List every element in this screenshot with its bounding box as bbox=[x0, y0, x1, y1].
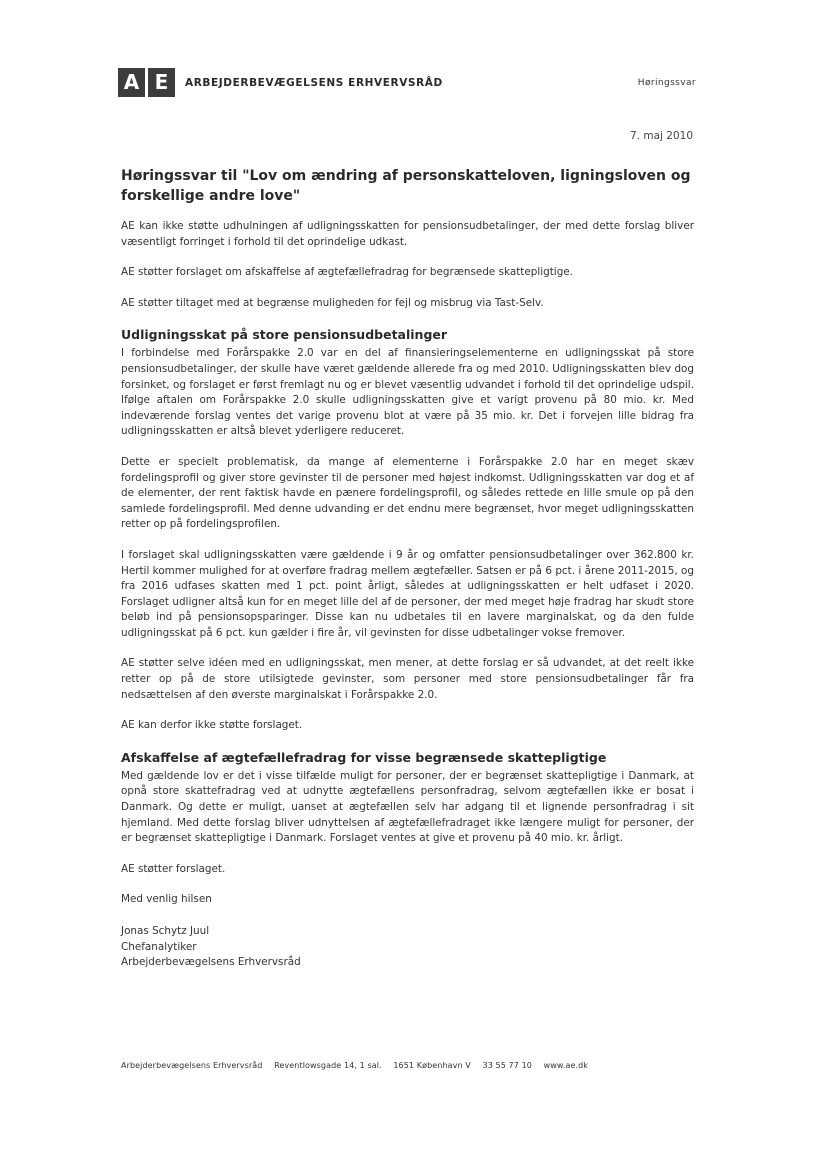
document-body bbox=[121, 166, 694, 971]
document-type-label: Høringssvar bbox=[637, 78, 696, 88]
intro-paragraph: AE støtter tiltaget med at begrænse muligheden for fejl og misbrug via Tast-Selv. bbox=[121, 296, 544, 309]
footer-city: 1651 København V bbox=[393, 1061, 471, 1070]
section-heading-udligningsskat: Udligningsskat på store pensionsudbetalinger bbox=[121, 327, 448, 343]
footer-phone: 33 55 77 10 bbox=[482, 1061, 532, 1070]
signature-block bbox=[121, 924, 694, 971]
footer-address: Reventlowsgade 14, 1 sal. bbox=[274, 1061, 382, 1070]
signature-org: Arbejderbevægelsens Erhvervsråd bbox=[121, 956, 301, 969]
intro-paragraph: AE støtter forslaget om afskaffelse af ægtefællefradrag for begrænsede skattepligtige. bbox=[121, 266, 573, 279]
section2-paragraph: Med gældende lov er det i visse tilfælde muligt for personer, der er begrænset skattepligtige i Danmark, at opnå store skattefradrag ved at udnytte ægtefællens personfradrag, selvom ægtefællen ikke er bosat i Danmark. Og dette er muligt, uanset at ægtefællen selv har adgang til et lignende personfradrag i sit hjemland. Med dette forslag bliver udnyttelsen af ægtefællefradraget ikke længere muligt for personer, der er begrænset skattepligtige i Danmark. Forslaget ventes at give et provenu på 40 mio. kr. årligt. bbox=[121, 769, 694, 845]
logo-letter-a: A bbox=[118, 68, 145, 97]
org-name: ARBEJDERBEVÆGELSENS ERHVERVSRÅD bbox=[185, 77, 443, 89]
document-title: Høringssvar til "Lov om ændring af personskatteloven, ligningsloven og forskellige andre love" bbox=[121, 168, 691, 204]
section-heading-aegtefaellefradrag: Afskaffelse af ægtefællefradrag for visse begrænsede skattepligtige bbox=[121, 749, 607, 765]
section1-paragraph: I forbindelse med Forårspakke 2.0 var en del af finansieringselementerne en udligningsskat på store pensionsudbetalinger, der skulle have været gældende allerede fra og med 2010. Udligningsskatten blev dog forsinket, og forslaget er først fremlagt nu og er blevet væsentlig udvandet i forhold til det oprindelige udspil. Ifølge aftalen om Forårspakke 2.0 skulle udligningsskatten give et varigt provenu på 80 mio. kr. Med indeværende forslag ventes det varige provenu blot at være på 35 mio. kr. Det i forvejen lille bidrag fra udligningsskatten er altså blevet yderligere reduceret. bbox=[121, 347, 694, 438]
section1-paragraph: AE kan derfor ikke støtte forslaget. bbox=[121, 719, 303, 732]
footer-web: www.ae.dk bbox=[543, 1061, 589, 1070]
ae-logo bbox=[118, 68, 175, 97]
page-footer bbox=[121, 1061, 597, 1070]
section2-paragraph: AE støtter forslaget. bbox=[121, 862, 226, 875]
signature-role: Chefanalytiker bbox=[121, 940, 197, 953]
section1-paragraph: AE støtter selve idéen med en udligningsskat, men mener, at dette forslag er så udvandet, at det reelt ikke retter op på de store utilsigtede gevinster, som personer med store pensionsudbetalinger får fra nedsættelsen af den øverste marginalskat i Forårspakke 2.0. bbox=[121, 657, 694, 701]
document-date: 7. maj 2010 bbox=[630, 130, 693, 142]
logo-letter-e: E bbox=[148, 68, 175, 97]
intro-paragraph: AE kan ikke støtte udhulningen af udligningsskatten for pensionsudbetalinger, der med dette forslag bliver væsentligt forringet i forhold til det oprindelige udkast. bbox=[121, 220, 694, 248]
footer-org: Arbejderbevægelsens Erhvervsråd bbox=[121, 1061, 263, 1070]
closing-greeting: Med venlig hilsen bbox=[121, 893, 212, 906]
signature-name: Jonas Schytz Juul bbox=[121, 925, 210, 937]
section1-paragraph: I forslaget skal udligningsskatten være gældende i 9 år og omfatter pensionsudbetalinger over 362.800 kr. Hertil kommer mulighed for at overføre fradrag mellem ægtefæller. Satsen er på 6 pct. i årene 2011-2015, og fra 2016 udfases skatten med 1 pct. point årligt, således at udligningsskatten er helt udfaset i 2020. Forslaget udligner altså kun for en meget lille del af de personer, der med meget høje fradrag har skudt store beløb ind på pensionsopsparinger. Disse kan nu udbetales til en lavere marginalskat, og da den fulde udligningsskat på 6 pct. kun gælder i fire år, vil gevinsten for disse udbetalinger vokse fremover. bbox=[121, 548, 694, 639]
section1-paragraph: Dette er specielt problematisk, da mange af elementerne i Forårspakke 2.0 har en meget skæv fordelingsprofil og giver store gevinster til de personer med højest indkomst. Udligningsskatten var dog et af de elementer, der rent faktisk havde en pænere fordelingsprofil, og således rettede en lille smule op på den samlede fordelingsprofil. Med denne udvanding er det endnu mere begrænset, hvor meget udligningsskatten retter op på fordelingsprofilen. bbox=[121, 455, 694, 531]
